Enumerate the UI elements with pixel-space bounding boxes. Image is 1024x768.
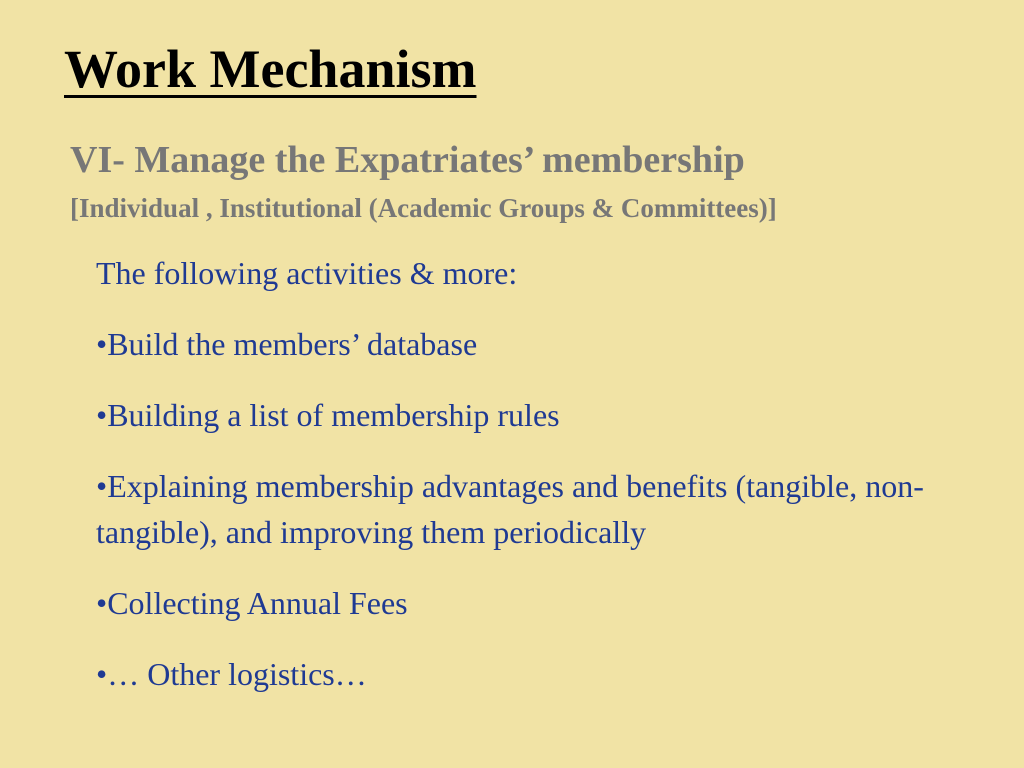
bullet-item: •Collecting Annual Fees	[96, 585, 408, 621]
bullet-item: •Explaining membership advantages and benefits (tangible, non-tangible), and improving them periodically	[96, 468, 924, 550]
content-body	[96, 250, 976, 722]
bullet-item: •Building a list of membership rules	[96, 397, 560, 433]
section-subheading: [Individual , Institutional (Academic Groups & Committees)]	[70, 193, 777, 223]
intro-text: The following activities & more:	[96, 255, 518, 291]
section-heading: VI- Manage the Expatriates’ membership	[70, 139, 745, 181]
slide-title: Work Mechanism	[64, 39, 477, 99]
bullet-item: •… Other logistics…	[96, 656, 367, 692]
bullet-item: •Build the members’ database	[96, 326, 478, 362]
